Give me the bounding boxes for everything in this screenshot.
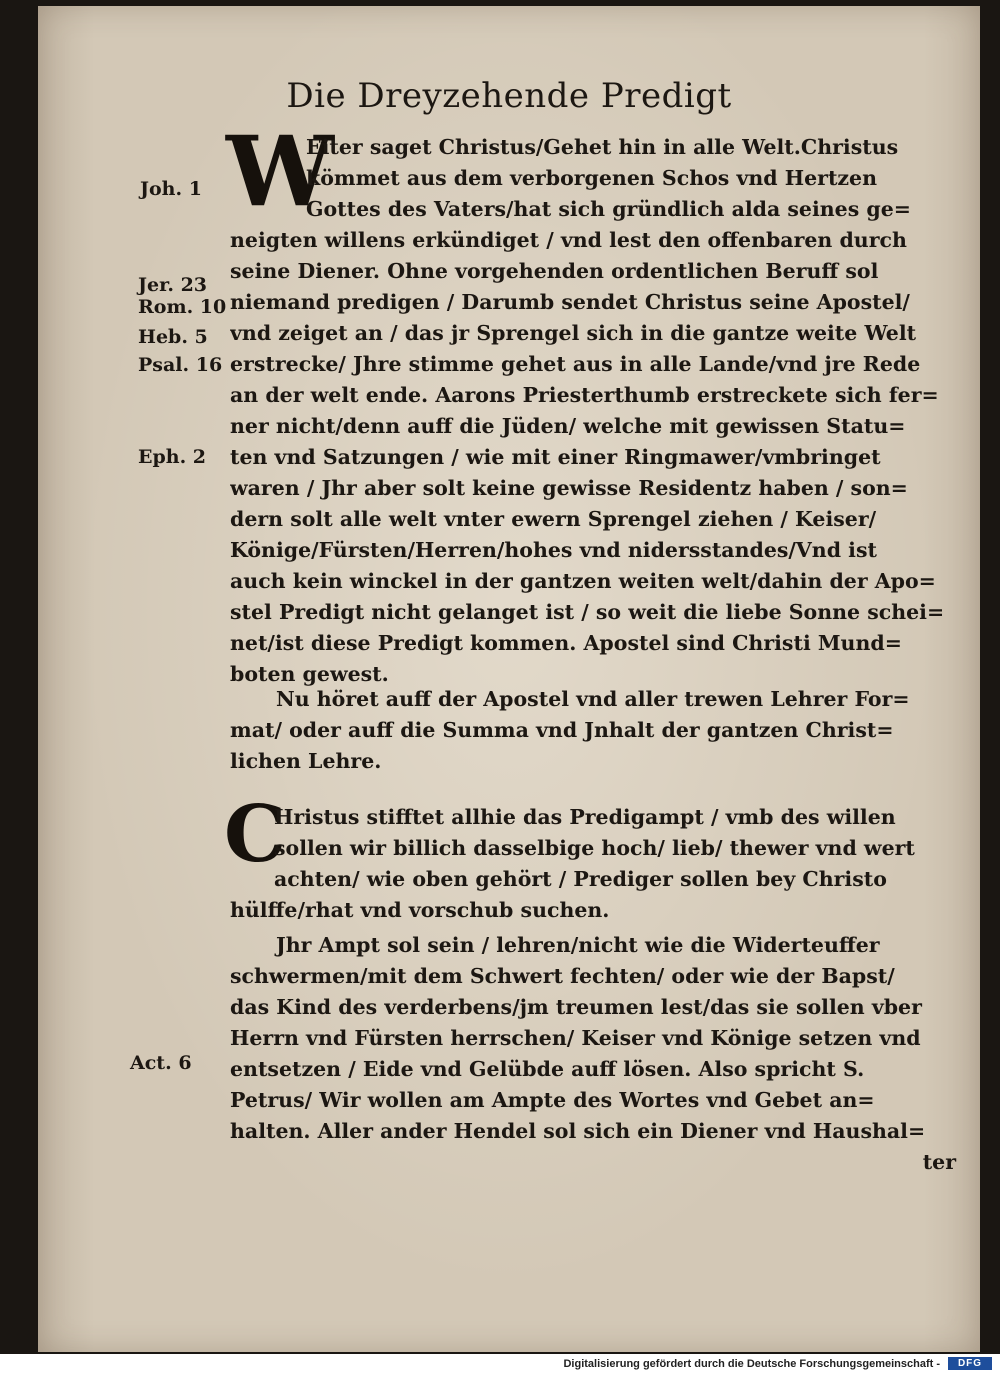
text-line: Eiter saget Christus/Gehet hin in alle Welt.Christus <box>306 135 899 159</box>
text-line: niemand predigen / Darumb sendet Christus seine Apostel/ <box>230 290 910 314</box>
dfg-logo: DFG <box>948 1357 992 1370</box>
text-line: Petrus/ Wir wollen am Ampte des Wortes vnd Gebet an= <box>230 1088 875 1112</box>
page-title: Die Dreyzehende Predigt <box>286 76 732 116</box>
document-page <box>38 6 980 1352</box>
text-line: Hristus stifftet allhie das Predigampt / vmb des willen <box>274 805 896 829</box>
text-line: Gottes des Vaters/hat sich gründlich alda seines ge= <box>306 197 911 221</box>
paragraph-3 <box>230 802 970 926</box>
margin-note-rom: Rom. 10 <box>138 296 227 318</box>
paragraph-2 <box>230 684 970 777</box>
dropcap-c: C <box>224 789 287 880</box>
text-line: lichen Lehre. <box>230 749 382 773</box>
text-line: halten. Aller ander Hendel sol sich ein Diener vnd Haushal= <box>230 1119 926 1143</box>
text-line: ner nicht/denn auff die Jüden/ welche mit gewissen Statu= <box>230 414 906 438</box>
paragraph-1 <box>230 132 970 690</box>
text-line: auch kein winckel in der gantzen weiten welt/dahin der Apo= <box>230 569 936 593</box>
text-line: Nu höret auff der Apostel vnd aller trewen Lehrer For= <box>276 687 910 711</box>
paragraph-4 <box>230 930 970 1178</box>
text-line: dern solt alle welt vnter ewern Sprengel ziehen / Keiser/ <box>230 507 877 531</box>
text-line: mat/ oder auff die Summa vnd Jnhalt der gantzen Christ= <box>230 718 894 742</box>
text-line: stel Predigt nicht gelanget ist / so weit die liebe Sonne schei= <box>230 600 945 624</box>
text-line: Könige/Fürsten/Herren/hohes vnd nidersstandes/Vnd ist <box>230 538 877 562</box>
text-line: schwermen/mit dem Schwert fechten/ oder wie der Bapst/ <box>230 964 895 988</box>
margin-note-psal: Psal. 16 <box>138 354 223 376</box>
text-line: Jhr Ampt sol sein / lehren/nicht wie die Widerteuffer <box>276 933 880 957</box>
margin-note-eph: Eph. 2 <box>138 446 207 468</box>
text-line: seine Diener. Ohne vorgehenden ordentlichen Beruff sol <box>230 259 879 283</box>
margin-note-jer: Jer. 23 <box>138 274 208 296</box>
text-line: sollen wir billich dasselbige hoch/ lieb/ thewer vnd wert <box>274 836 915 860</box>
text-line: hülffe/rhat vnd vorschub suchen. <box>230 898 610 922</box>
text-line: net/ist diese Predigt kommen. Apostel sind Christi Mund= <box>230 631 902 655</box>
text-line: boten gewest. <box>230 662 389 686</box>
text-line: waren / Jhr aber solt keine gewisse Residentz haben / son= <box>230 476 908 500</box>
dropcap-w: W <box>226 115 334 228</box>
text-line: das Kind des verderbens/jm treumen lest/das sie sollen vber <box>230 995 922 1019</box>
text-line: entsetzen / Eide vnd Gelübde auff lösen. Also spricht S. <box>230 1057 865 1081</box>
text-line: kömmet aus dem verborgenen Schos vnd Hertzen <box>306 166 878 190</box>
catchword: ter <box>922 1150 956 1174</box>
text-line: vnd zeiget an / das jr Sprengel sich in die gantze weite Welt <box>230 321 917 345</box>
text-line: ten vnd Satzungen / wie mit einer Ringmawer/vmbringet <box>230 445 881 469</box>
text-line: an der welt ende. Aarons Priesterthumb erstreckete sich fer= <box>230 383 939 407</box>
margin-note-joh: Joh. 1 <box>140 178 202 200</box>
text-line: erstrecke/ Jhre stimme gehet aus in alle Lande/vnd jre Rede <box>230 352 921 376</box>
margin-note-act: Act. 6 <box>130 1052 192 1074</box>
footer-credit: Digitalisierung gefördert durch die Deutsche Forschungsgemeinschaft - <box>563 1358 940 1370</box>
text-line: neigten willens erkündiget / vnd lest den offenbaren durch <box>230 228 907 252</box>
text-line: Herrn vnd Fürsten herrschen/ Keiser vnd Könige setzen vnd <box>230 1026 921 1050</box>
margin-note-heb: Heb. 5 <box>138 326 208 348</box>
text-line: achten/ wie oben gehört / Prediger sollen bey Christo <box>274 867 887 891</box>
